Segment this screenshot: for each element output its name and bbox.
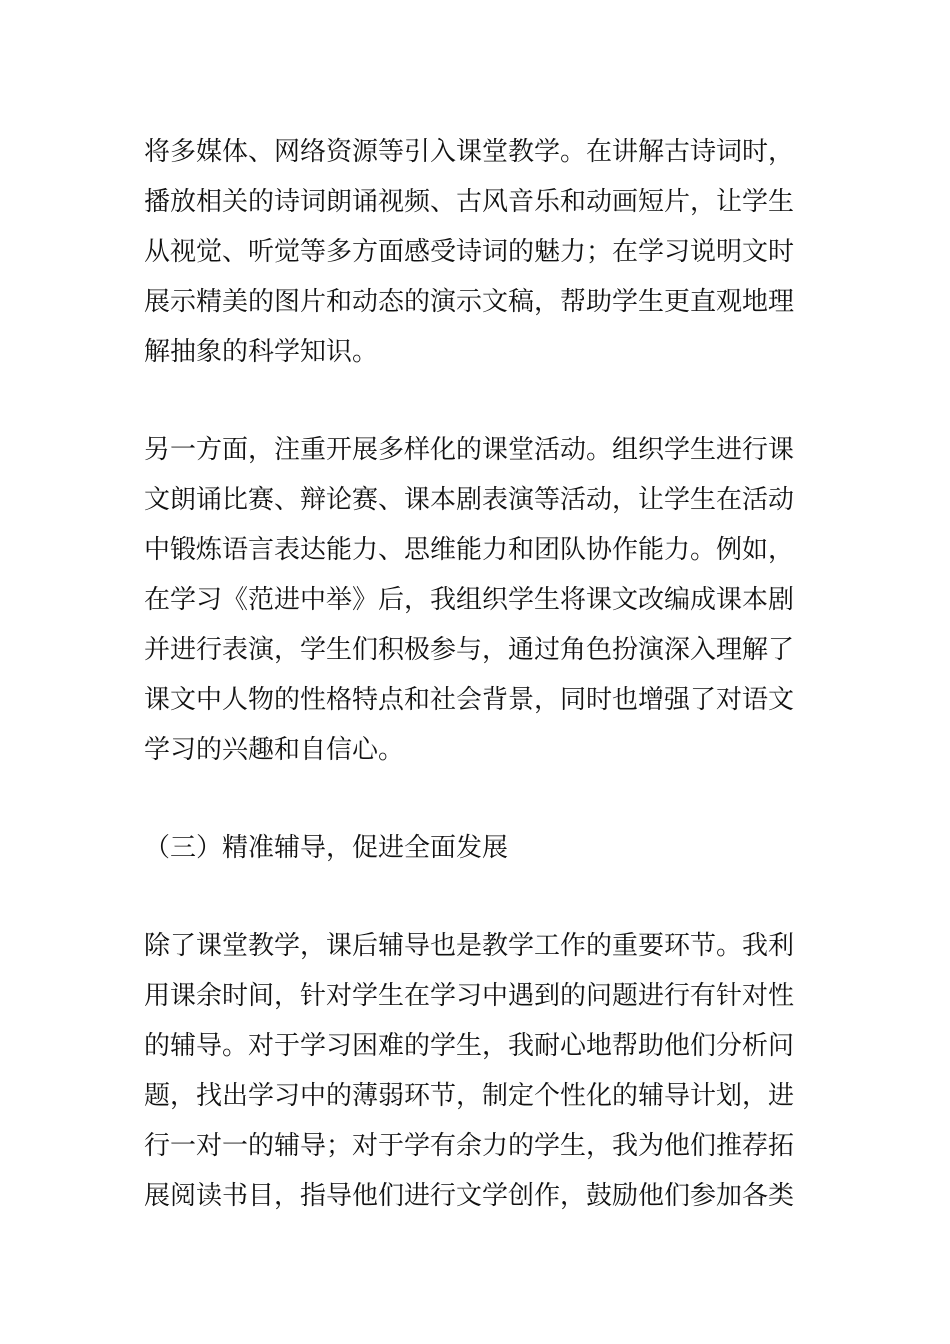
- paragraph-3-line-2: 用课余时间，针对学生在学习中遇到的问题进行有针对性: [144, 981, 795, 1011]
- paragraph-2-line-3: 中锻炼语言表达能力、思维能力和团队协作能力。例如，: [144, 535, 795, 565]
- paragraph-2-line-4: 在学习《范进中举》后，我组织学生将课文改编成课本剧: [144, 585, 795, 615]
- paragraph-2-line-2: 文朗诵比赛、辩论赛、课本剧表演等活动，让学生在活动: [144, 485, 795, 515]
- paragraph-2-line-7: 学习的兴趣和自信心。: [144, 735, 405, 765]
- paragraph-1-line-5: 解抽象的科学知识。: [144, 337, 379, 367]
- paragraph-3-line-4: 题，找出学习中的薄弱环节，制定个性化的辅导计划，进: [144, 1081, 795, 1111]
- paragraph-1-line-3: 从视觉、听觉等多方面感受诗词的魅力；在学习说明文时: [144, 237, 795, 267]
- paragraph-1-line-4: 展示精美的图片和动态的演示文稿，帮助学生更直观地理: [144, 287, 795, 317]
- section-heading: （三）精准辅导，促进全面发展: [144, 833, 509, 863]
- paragraph-3-line-1: 除了课堂教学，课后辅导也是教学工作的重要环节。我利: [144, 931, 795, 961]
- paragraph-3-line-5: 行一对一的辅导；对于学有余力的学生，我为他们推荐拓: [144, 1131, 795, 1161]
- paragraph-2-line-6: 课文中人物的性格特点和社会背景，同时也增强了对语文: [144, 685, 795, 715]
- paragraph-1-line-2: 播放相关的诗词朗诵视频、古风音乐和动画短片，让学生: [144, 187, 795, 217]
- paragraph-1-line-1: 将多媒体、网络资源等引入课堂教学。在讲解古诗词时，: [144, 137, 795, 167]
- paragraph-3-line-6: 展阅读书目，指导他们进行文学创作，鼓励他们参加各类: [144, 1181, 795, 1211]
- paragraph-3-line-3: 的辅导。对于学习困难的学生，我耐心地帮助他们分析问: [144, 1031, 795, 1061]
- paragraph-2-line-1: 另一方面，注重开展多样化的课堂活动。组织学生进行课: [144, 435, 795, 465]
- paragraph-2-line-5: 并进行表演，学生们积极参与，通过角色扮演深入理解了: [144, 635, 795, 665]
